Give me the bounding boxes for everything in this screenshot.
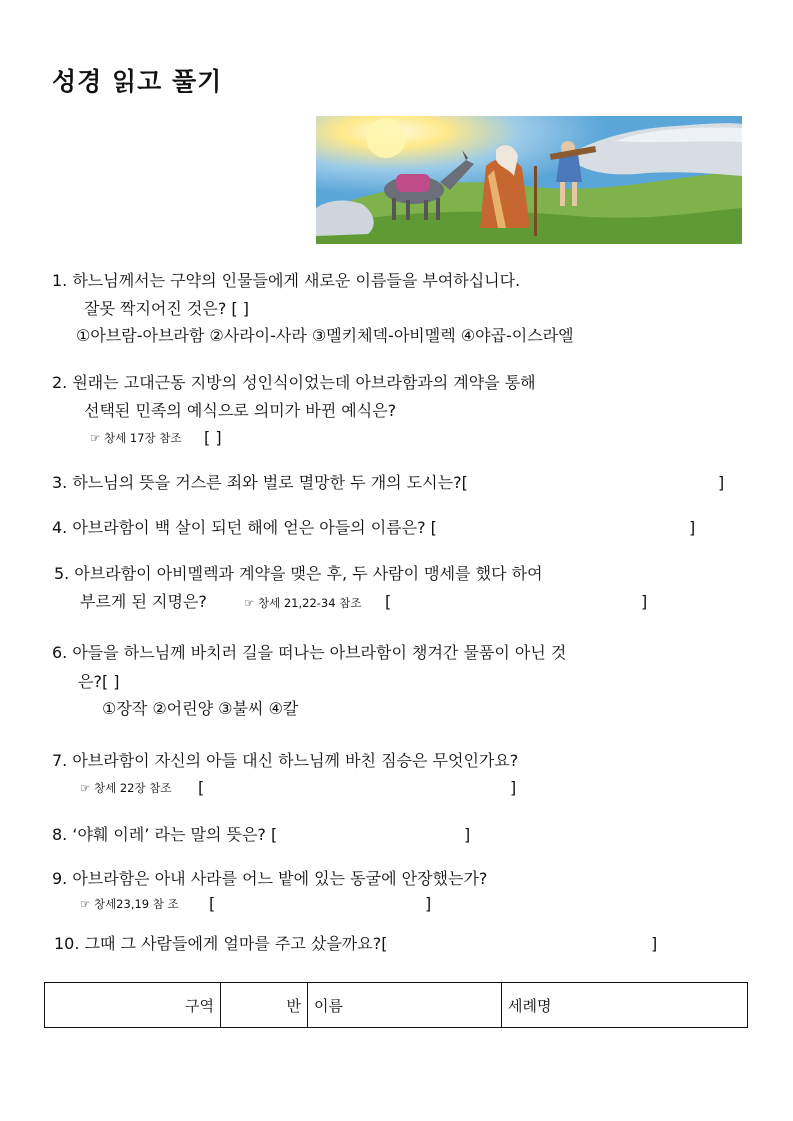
question-6-options: ①장작 ②어린양 ③불씨 ④칼 <box>102 699 299 718</box>
question-6-text: 6. 아들을 하느님께 바치러 길을 떠나는 아브라함이 챙겨간 물품이 아닌 것 <box>52 643 567 662</box>
class-label: 반 <box>286 996 301 1015</box>
question-7-answer-close[interactable]: ] <box>510 778 517 797</box>
question-7-text: 7. 아브라함이 자신의 아들 대신 하느님께 바친 짐승은 무엇인가요? <box>52 751 519 770</box>
question-2-reference: ☞ 창세 17장 참조 <box>90 431 182 445</box>
student-info-table <box>44 982 748 1028</box>
question-9-text: 9. 아브라함은 아내 사라를 어느 밭에 있는 동굴에 안장했는가? <box>52 869 488 888</box>
question-5-text-line2: 부르게 된 지명은? <box>80 592 207 611</box>
abraham-journey-illustration <box>316 116 742 244</box>
question-2-text: 2. 원래는 고대근동 지방의 성인식이었는데 아브라함과의 계약을 통해 <box>52 373 536 392</box>
question-9-answer-open[interactable]: [ <box>209 894 216 913</box>
question-5-answer-open[interactable]: [ <box>385 592 392 611</box>
question-1-text: 1. 하느님께서는 구약의 인물들에게 새로운 이름들을 부여하십니다. <box>52 271 521 290</box>
question-4-text: 4. 아브라함이 백 살이 되던 해에 얻은 아들의 이름은? [ <box>52 518 437 537</box>
question-4-answer-close[interactable]: ] <box>689 518 696 537</box>
baptismal-name-label: 세례명 <box>508 996 552 1015</box>
district-label: 구역 <box>185 996 214 1015</box>
question-5-answer-close[interactable]: ] <box>641 592 648 611</box>
question-3-answer-close[interactable]: ] <box>718 473 725 492</box>
question-8-answer-close[interactable]: ] <box>464 825 471 844</box>
class-cell[interactable] <box>221 983 308 1028</box>
question-5-reference: ☞ 창세 21,22-34 참조 <box>244 596 362 610</box>
question-5-text: 5. 아브라함이 아비멜렉과 계약을 맺은 후, 두 사람이 맹세를 했다 하여 <box>54 564 543 583</box>
question-2-answer-blank[interactable]: [ ] <box>204 428 222 447</box>
question-3-text: 3. 하느님의 뜻을 거스른 죄와 벌로 멸망한 두 개의 도시는?[ <box>52 473 468 492</box>
question-1-text-line2: 잘못 짝지어진 것은? [ ] <box>84 299 249 318</box>
sun-icon <box>366 118 406 158</box>
question-9-answer-close[interactable]: ] <box>425 894 432 913</box>
district-cell[interactable] <box>45 983 221 1028</box>
name-label: 이름 <box>314 996 343 1015</box>
question-6-text-line2: 은?[ ] <box>78 672 120 691</box>
question-7-reference: ☞ 창세 22장 참조 <box>80 781 172 795</box>
name-cell[interactable] <box>308 983 502 1028</box>
question-2-text-line2: 선택된 민족의 예식으로 의미가 바뀐 예식은? <box>84 401 397 420</box>
question-7-answer-open[interactable]: [ <box>198 778 205 797</box>
question-9-reference: ☞ 창세23,19 참 조 <box>80 897 179 911</box>
question-10-text: 10. 그때 그 사람들에게 얼마를 주고 샀을까요?[ <box>54 934 388 953</box>
question-1-options: ①아브람-아브라함 ②사라이-사라 ③멜키체덱-아비멜렉 ④야곱-이스라엘 <box>76 326 574 345</box>
question-8-text: 8. ‘야훼 이레’ 라는 말의 뜻은? [ <box>52 825 278 844</box>
question-10-answer-close[interactable]: ] <box>651 934 658 953</box>
page-title: 성경 읽고 풀기 <box>52 67 223 96</box>
baptismal-name-cell[interactable] <box>502 983 748 1028</box>
